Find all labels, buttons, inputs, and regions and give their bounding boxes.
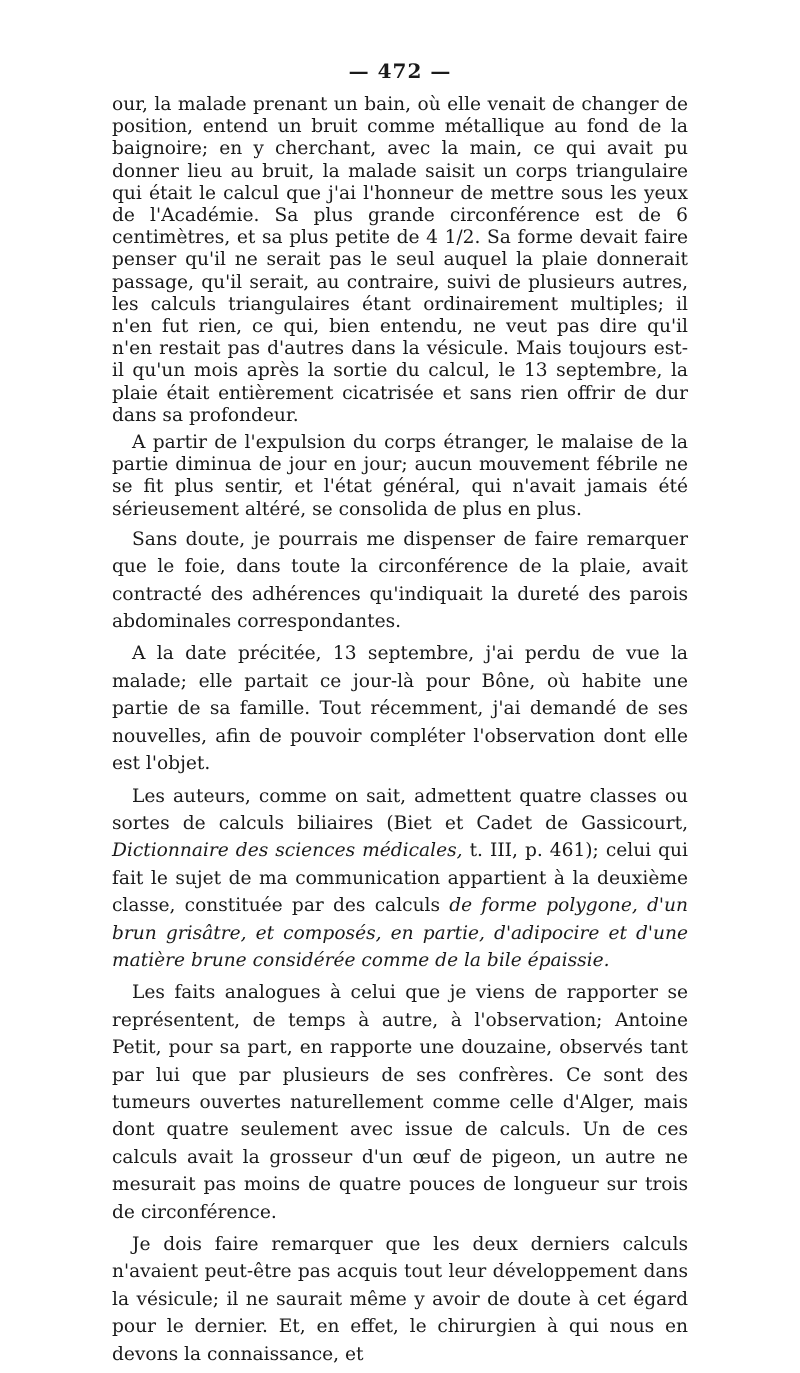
book-page [112, 58, 688, 1373]
citation-title: Dictionnaire des sciences médicales, [112, 840, 463, 862]
paragraph-6: Les faits analogues à celui que je viens de rapporter se représentent, de temps à autre, à l'observation; Antoine Petit, pour sa part, en rapporte une douzaine, observés tant par lui que par plusieurs de ses confrères. Ce sont des tumeurs ouvertes naturellement comme celle d'Alger, mais dont quatre seulement avec issue de calculs. Un de ces calculs avait la grosseur d'un œuf de pigeon, un autre ne mesurait pas moins de quatre pouces de longueur sur trois de circonférence. [112, 982, 688, 1223]
paragraph-2: A partir de l'expulsion du corps étranger, le malaise de la partie diminua de jour en jour; aucun mouvement fébrile ne se fit plus sentir, et l'état général, qui n'avait jamais été sérieusement altéré, se consolida de plus en plus. [112, 432, 688, 520]
calculus-description: de forme polygone, d'un brun grisâtre, et composés, en partie, d'adipocire et d'une matière brune considérée comme de la bile épaissie. [112, 895, 688, 971]
paragraph-3: Sans doute, je pourrais me dispenser de faire remarquer que le foie, dans toute la circonférence de la plaie, avait contracté des adhérences qu'indiquait la dureté des parois abdominales correspondantes. [112, 528, 688, 633]
paragraph-5-text-a: Les auteurs, comme on sait, admettent quatre classes ou sortes de calculs biliaires (Biet et Cadet de Gassicourt, [112, 785, 688, 834]
page-number: — 472 — [348, 59, 452, 83]
paragraph-7: Je dois faire remarquer que les deux derniers calculs n'avaient peut-être pas acquis tout leur développement dans la vésicule; il ne saurait même y avoir de doute à cet égard pour le dernier. Et, en effet, le chirurgien à qui nous en devons la connaissance, et [112, 1234, 688, 1365]
paragraph-5 [112, 783, 688, 975]
paragraph-1: our, la malade prenant un bain, où elle venait de changer de position, entend un bruit comme métallique au fond de la baignoire; en y cherchant, avec la main, ce qui avait pu donner lieu au bruit, la malade saisit un corps triangulaire qui était le calcul que j'ai l'honneur de mettre sous les yeux de l'Académie. Sa plus grande circonférence est de 6 centimètres, et sa plus petite de 4 1/2. Sa forme devait faire penser qu'il ne serait pas le seul auquel la plaie donnerait passage, qu'il serait, au contraire, suivi de plusieurs autres, les calculs triangulaires étant ordinairement multiples; il n'en fut rien, ce qui, bien entendu, ne veut pas dire qu'il n'en restait pas d'autres dans la vésicule. Mais toujours est-il qu'un mois après la sortie du calcul, le 13 septembre, la plaie était entièrement cicatrisée et sans rien offrir de dur dans sa profondeur. [112, 94, 688, 426]
paragraph-5-text-b: t. III, p. 461); celui qui fait le sujet de ma communication appartient à la deuxième classe, constituée par des calculs [112, 840, 688, 917]
paragraph-4: A la date précitée, 13 septembre, j'ai perdu de vue la malade; elle partait ce jour-là pour Bône, où habite une partie de sa famille. Tout récemment, j'ai demandé de ses nouvelles, afin de pouvoir compléter l'observation dont elle est l'objet. [112, 643, 688, 775]
